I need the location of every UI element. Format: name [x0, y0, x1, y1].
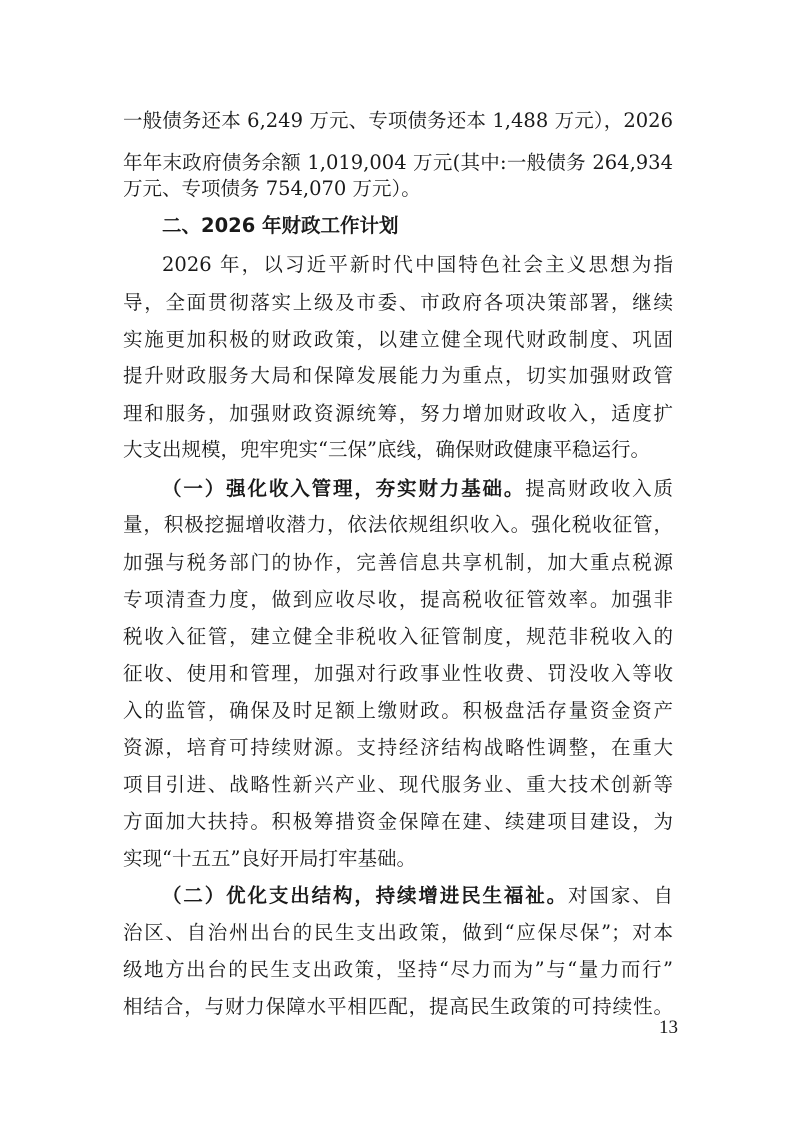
- item2-line-3: 级地方出台的民生支出政策，坚持“尽力而为”与“量力而行”: [123, 958, 673, 981]
- intro-line-2: 导，全面贯彻落实上级及市委、市政府各项决策部署，继续: [123, 291, 673, 314]
- item1-line-7: 入的监管，确保及时足额上缴财政。积极盘活存量资金资产: [123, 699, 673, 722]
- item1-line-10: 方面加大扶持。积极筹措资金保障在建、续建项目建设，为: [123, 810, 673, 833]
- intro-line-6: 大支出规模，兜牢兜实“三保”底线，确保财政健康平稳运行。: [123, 438, 650, 461]
- item1-line-11: 实现“十五五”良好开局打牢基础。: [123, 847, 416, 870]
- item1-line-2: 量，积极挖掘增收潜力，依法依规组织收入。强化税收征管，: [123, 513, 673, 536]
- item2-line-4: 相结合，与财力保障水平相匹配，提高民生政策的可持续性。: [123, 995, 673, 1018]
- item2-line-2: 治区、自治州出台的民生支出政策，做到“应保尽保”；对本: [123, 921, 673, 944]
- carryover-line-1: 一般债务还本 6,249 万元、专项债务还本 1,488 万元），2026: [123, 109, 673, 132]
- intro-line-3: 实施更加积极的财政政策，以建立健全现代财政制度、巩固: [123, 328, 673, 351]
- item1-line-5: 税收入征管，建立健全非税收入征管制度，规范非税收入的: [123, 625, 673, 648]
- item2-lead: （二）优化支出结构，持续增进民生福祉。: [162, 884, 568, 907]
- intro-line-1: 2026 年，以习近平新时代中国特色社会主义思想为指: [162, 253, 673, 276]
- item1-line-9: 项目引进、战略性新兴产业、现代服务业、重大技术创新等: [123, 773, 673, 796]
- item1-first-line-rest: 提高财政收入质: [525, 477, 673, 500]
- carryover-line-2: 年年末政府债务余额 1,019,004 万元(其中:一般债务 264,934: [123, 151, 673, 174]
- item2-first-line: [162, 879, 673, 913]
- carryover-line-3: 万元、专项债务 754,070 万元）。: [123, 177, 421, 200]
- item1-first-line: [162, 472, 673, 506]
- item1-line-8: 资源，培育可持续财源。支持经济结构战略性调整，在重大: [123, 736, 673, 759]
- page-number: 13: [659, 1017, 678, 1038]
- intro-line-4: 提升财政服务大局和保障发展能力为重点，切实加强财政管: [123, 364, 673, 387]
- item2-first-line-rest: 对国家、自: [568, 884, 673, 907]
- section-heading: 二、2026 年财政工作计划: [162, 214, 399, 237]
- item1-line-4: 专项清查力度，做到应收尽收，提高税收征管效率。加强非: [123, 588, 673, 611]
- item1-line-6: 征收、使用和管理，加强对行政事业性收费、罚没收入等收: [123, 662, 673, 685]
- intro-line-5: 理和服务，加强财政资源统筹，努力增加财政收入，适度扩: [123, 402, 673, 425]
- item1-lead: （一）强化收入管理，夯实财力基础。: [162, 477, 526, 500]
- item1-line-3: 加强与税务部门的协作，完善信息共享机制，加大重点税源: [123, 551, 673, 574]
